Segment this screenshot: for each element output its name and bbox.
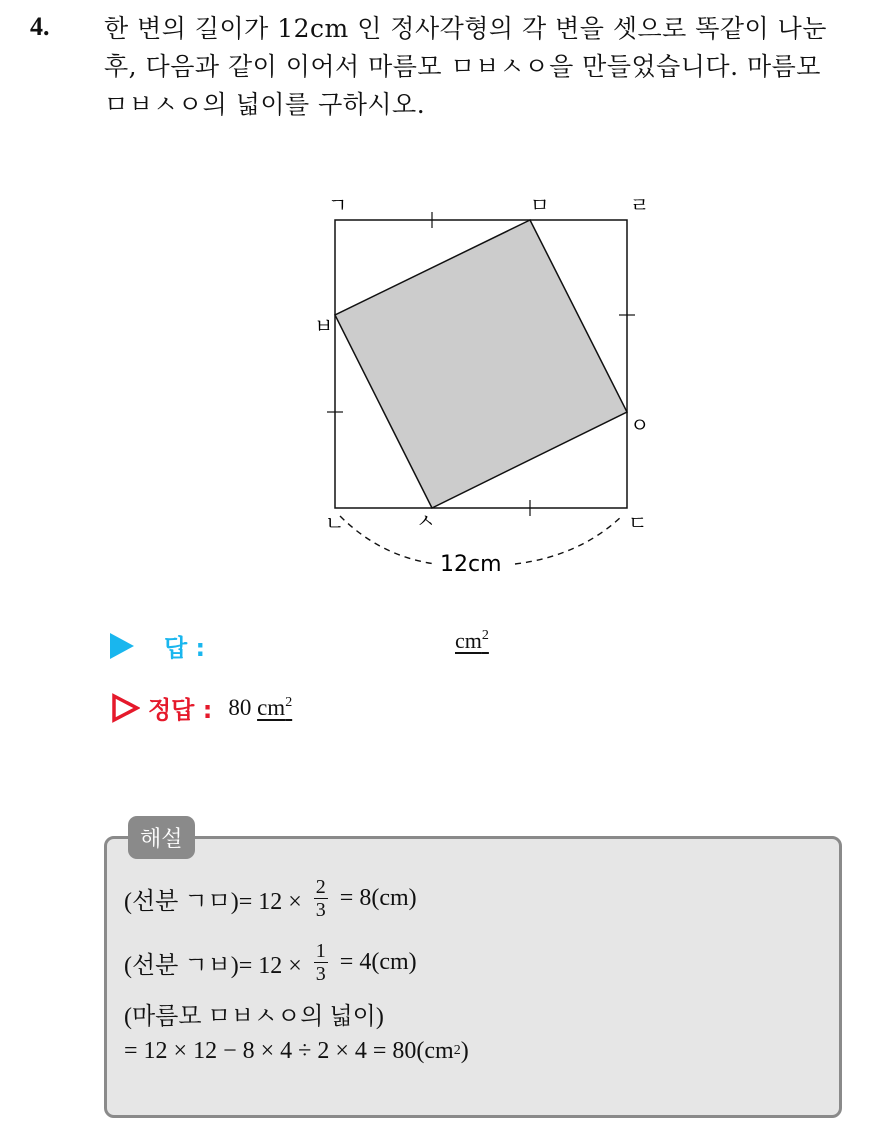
question-line: ㅁㅂㅅㅇ의 넓이를 구하시오. [104, 90, 426, 119]
vertex-label-m: ㅁ [530, 193, 550, 217]
solution-line-1 [124, 866, 469, 930]
question-line: 후, 다음과 같이 이어서 마름모 ㅁㅂㅅㅇ을 만들었습니다. 마름모 [104, 52, 821, 81]
vertex-label-s: ㅅ [416, 509, 436, 533]
correct-value-group [228, 695, 292, 721]
solution-text: (선분 ㄱㅂ)= 12 × [124, 952, 308, 979]
play-icon [110, 633, 134, 659]
vertex-label-n: ㄴ [325, 511, 345, 535]
vertex-label-g: ㄱ [328, 193, 348, 217]
solution-text: ) [460, 1037, 469, 1064]
answer-row [110, 628, 205, 663]
fraction-denominator: 3 [315, 898, 326, 921]
figure-svg [300, 180, 680, 580]
solution-line-4 [124, 1032, 469, 1070]
solution-content [124, 866, 469, 1070]
length-label: 12cm [440, 552, 502, 577]
correct-unit-text: cm [257, 694, 286, 720]
correct-value: 80 [228, 694, 252, 720]
correct-answer-row [110, 690, 292, 725]
fraction [314, 940, 328, 985]
question-number: 4. [30, 12, 50, 41]
answer-label: 답 : [164, 634, 206, 662]
answer-unit-exponent: 2 [481, 628, 489, 643]
fraction-numerator: 2 [315, 875, 326, 898]
solution-text: = 12 × 12 − 8 × 4 ÷ 2 × 4 = 80(cm [124, 1037, 454, 1064]
answer-unit-text: cm [455, 628, 482, 653]
fraction-denominator: 3 [315, 962, 326, 985]
solution-line-3: (마름모 ㅁㅂㅅㅇ의 넓이) [124, 1003, 384, 1030]
solution-text: = 8(cm) [333, 884, 417, 911]
correct-unit-exponent: 2 [285, 694, 293, 710]
vertex-label-o: ㅇ [630, 413, 650, 437]
correct-unit [257, 695, 292, 720]
solution-line-2 [124, 930, 469, 994]
correct-label: 정답 : [148, 696, 213, 724]
solution-exponent: 2 [453, 1043, 461, 1058]
vertex-label-d: ㄷ [628, 511, 648, 535]
solution-text: (선분 ㄱㅁ)= 12 × [124, 888, 308, 915]
question-text [104, 10, 864, 124]
answer-unit[interactable] [455, 628, 489, 654]
outline-play-icon [110, 693, 140, 723]
fraction-numerator: 1 [315, 939, 326, 962]
question-line: 한 변의 길이가 12cm 인 정사각형의 각 변을 셋으로 똑같이 나눈 [104, 14, 827, 43]
rhombus-shape [335, 220, 627, 508]
solution-text: = 4(cm) [333, 948, 417, 975]
fraction [314, 876, 328, 921]
square-figure [300, 180, 680, 580]
length-arc [515, 516, 622, 564]
vertex-label-b: ㅂ [314, 314, 334, 338]
solution-tag: 해설 [128, 816, 195, 859]
vertex-label-r: ㄹ [630, 193, 650, 217]
